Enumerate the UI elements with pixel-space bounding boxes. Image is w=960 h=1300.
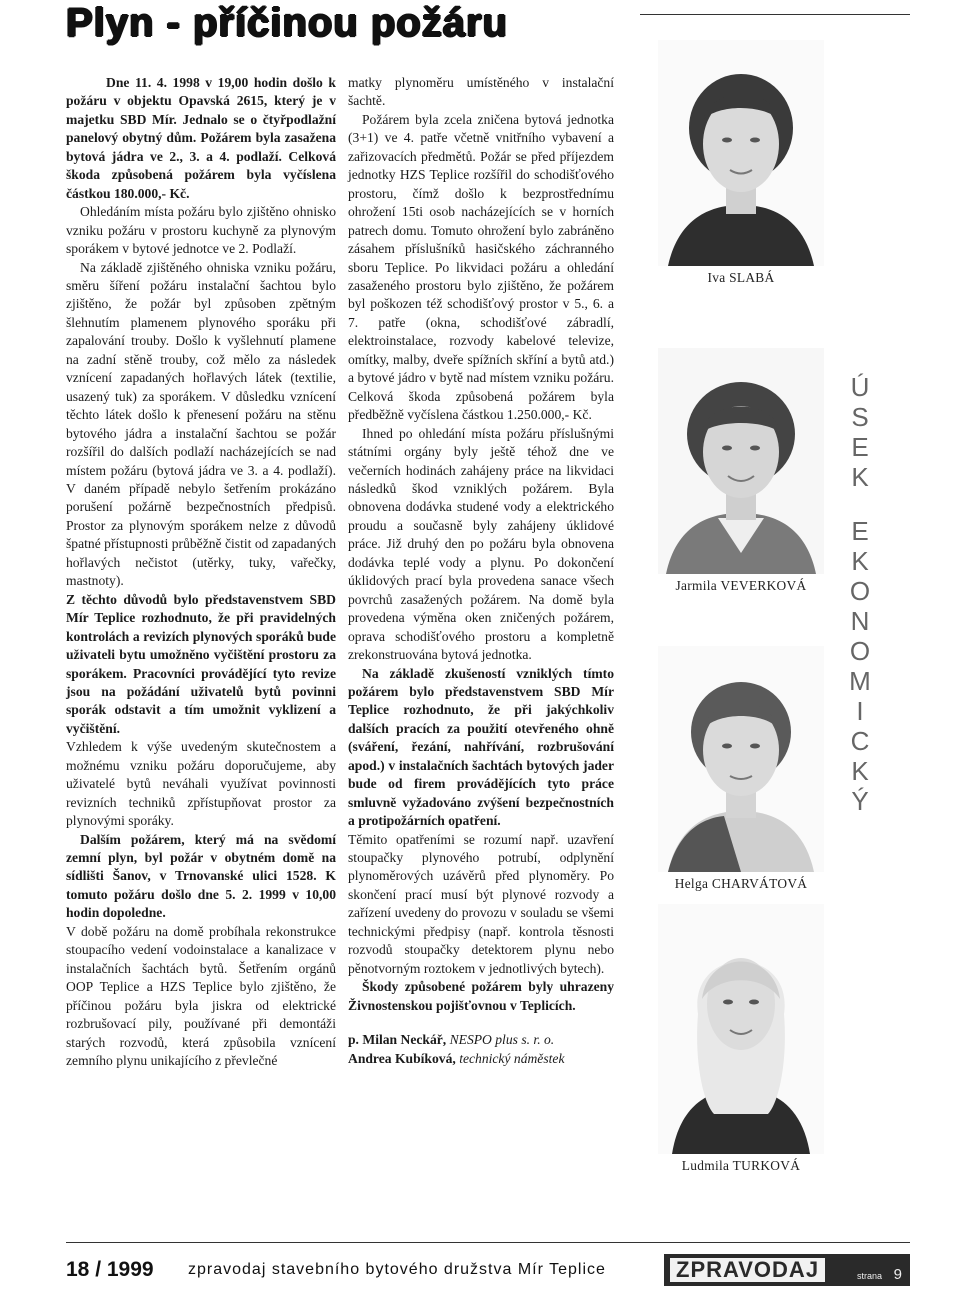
paragraph: Vzhledem k výše uvedeným skutečnostem a možnému vzniku požáru doporučujeme, aby uživatelé bytů neváhali využívat povinnosti revizních techniků zpřístupňovat prostor za plynovými sporáky. — [66, 739, 336, 829]
vertical-label-letter: K — [851, 546, 869, 576]
photo-caption: Ludmila TURKOVÁ — [681, 1158, 801, 1173]
paragraph: matky plynoměru umístěného v instalační šachtě. — [348, 75, 614, 109]
portrait-image — [658, 348, 824, 574]
vertical-label-letter: K — [851, 462, 869, 492]
paragraph: Ohledáním místa požáru bylo zjištěno ohnisko vzniku požáru v prostoru kuchyně za plynovým sporákem v bytové jednotce ve 2. Podlaží. — [66, 204, 336, 257]
page-label: strana — [856, 1271, 882, 1281]
staff-photo-card — [640, 904, 842, 1174]
vertical-label-letter: Ý — [851, 786, 869, 816]
publication-name: zpravodaj stavebního bytového družstva Mír Teplice — [188, 1261, 606, 1278]
signature-role: NESPO plus s. r. o. — [449, 1032, 555, 1048]
paragraph — [348, 665, 614, 831]
vertical-label-letter: O — [849, 636, 871, 666]
vertical-label-letter: K — [851, 756, 869, 786]
article-column-1 — [66, 74, 336, 1070]
article-column-2 — [348, 74, 614, 1068]
paragraph — [66, 831, 336, 923]
portrait-photo — [658, 646, 824, 872]
vertical-label-letter: N — [850, 606, 870, 636]
signature-2 — [348, 1050, 614, 1068]
vertical-label-letter: I — [856, 696, 864, 726]
vertical-label-letter: M — [849, 666, 871, 696]
zpravodaj-logo — [664, 1254, 910, 1286]
paragraph: V době požáru na domě probíhala rekonstrukce stoupacího vedení vodoinstalace a kanalizace v instalačních šachtách bytů. Šetřením orgánů OOP Teplice a HZS Teplice bylo zjištěno, že příčinou požáru byla jiskra od elektrické rozbrušovací pily, používané při demontáži starých rozvodů, která způsobila vznícení zemního plynu unikajícího z převlečné — [66, 923, 336, 1069]
portrait-photo — [658, 348, 824, 574]
paragraph: Požárem byla zcela zničena bytová jednotka (3+1) ve 4. patře včetně vnitřního vybavení a zařizovacích předmětů. Požár se před příjezdem jednotky HZS Teplice rozšířil do schodišťového prostoru, čímž došlo k bezprostřednímu ohrožení 15ti osob nacházejících se v horních patrech domu. Tomuto ohrožení bylo zabráněno zásahem příslušníků hasičského záchranného sboru Teplice. Po likvidaci požáru a ohledání zasaženého prostoru bylo zjištěno, že požárem byl poškozen též schodišťový prostor v 5., 6. a 7. patře (okna, schodišťové zábradlí, elektroinstalace, rozvody kabelové televize, omítky, malby, dveře spížních skříní a bytů atd.) a bytové jádro v bytě nad místem vzniku požáru. Celková škoda způsobená požárem byla předběžně vyčíslena částkou 1.250.000,- Kč. — [348, 111, 614, 423]
staff-photo-card — [640, 40, 842, 286]
paragraph — [348, 978, 614, 1015]
signature-1 — [348, 1031, 614, 1049]
vertical-label-letter: S — [851, 402, 869, 432]
issue-number: 18 / 1999 — [66, 1258, 154, 1281]
photo-caption: Iva SLABÁ — [707, 270, 775, 285]
photo-caption: Jarmila VEVERKOVÁ — [675, 578, 807, 593]
portrait-image — [658, 904, 824, 1154]
paragraph — [66, 74, 336, 203]
paragraph: Na základě zjištěného ohniska vzniku požáru, směru šíření požáru instalační šachtou bylo zjištěno, že požár byl způsoben zpětným šlehnutím plamenem plynového sporáku při zapalování trouby. Došlo k vyšlehnutí plamene na zadní stěně trouby, což mělo za následek vznícení zapadaných hořlavých látek (textilie, usazený tuk) za sporákem. V důsledku vznícení těchto látek došlo k přenesení požáru na stěnu bytového jádra a instalační šachtou se požár rozšířil do dalších podlaží nacházejících se nad místem požáru (bytová jádra ve 3. a 4. podlaží). V daném případě nebylo šetřením prokázáno porušení požárně bezpečnostních předpisů. Prostor za plynovým sporákem nelze z důvodů špatné přístupnosti průběžně čistit od zapadaných hořlavých nečistot (utěrky, tuky, vařečky, mastnoty). — [66, 259, 336, 589]
bold-text: Dalším požárem, který má na svědomí zemní plyn, byl požár v obytném domě na sídlišti Šanov, v Trnovanské ulici 1528. K tomuto požáru došlo dne 5. 2. 1999 v 10,00 hodin dopoledne. — [66, 831, 336, 921]
bold-text: Na základě zkušeností vzniklých tímto požárem bylo představenstvem SBD Mír Teplice rozhodnuto, že při jakýchkoliv dalších pracích za použití otevřeného ohně (sváření, řezání, nahřívání, rozbrušování apod.) v instalačních šachtách bytových jader bude od firem provádějících tyto práce smluvně vyžadováno zvýšení bezpečnostních a protipožárních opatření. — [348, 665, 614, 829]
bold-text: Škody způsobené požárem byly uhrazeny Živnostenskou pojišťovnou v Teplicích. — [348, 979, 614, 1013]
vertical-label-letter: Ú — [850, 372, 870, 402]
bottom-rule — [66, 1242, 910, 1243]
paragraph: Ihned po ohledání místa požáru příslušnými státními orgány byly ještě téhož dne ve večerních hodinách zahájeny práce na likvidaci následků škod vzniklých požárem. Byla obnovena dodávka studené vody a elektrického proudu a současně byly zahájeny úklidové práce. Již druhý den po požáru byla obnovena dodávka teplé vody a plynu. Po dokončení úklidových prací byla provedena sanace všech povrchů zasažených požárem. Na domě byla provedena výměna oken zničených požárem, oprava schodišťového prostoru a kompletně zrekonstruována bytová jednotka. — [348, 425, 614, 663]
portrait-image — [658, 646, 824, 872]
page-number: 9 — [893, 1266, 902, 1283]
logo-text: ZPRAVODAJ — [670, 1258, 825, 1282]
staff-photo-card — [640, 348, 842, 594]
top-rule — [640, 14, 910, 15]
vertical-section-label — [840, 372, 880, 816]
vertical-label-letter: O — [849, 576, 871, 606]
photo-caption: Helga CHARVÁTOVÁ — [674, 876, 808, 891]
vertical-label-letter: C — [850, 726, 870, 756]
portrait-photo — [658, 904, 824, 1154]
signature-name: p. Milan Neckář, — [348, 1032, 447, 1048]
signature-role: technický náměstek — [459, 1050, 565, 1066]
paragraph: Těmito opatřeními se rozumí např. uzavření stoupačky plynového potrubí, odplynění plynoměrových uzávěrů před plynoměry. Po skončení prací musí být plynové rozvody a zařízení uvedeny do provozu v souladu se všemi technickými předpisy (např. kontrola těsnosti rozvodů stoupačky detektorem plynu nebo pěnotvorným roztokem v jednotlivých bytech). — [348, 831, 614, 976]
page-headline: Plyn - příčinou požáru — [66, 1, 509, 45]
vertical-label-letter — [840, 492, 880, 516]
portrait-photo — [658, 40, 824, 266]
signature-name: Andrea Kubíková, — [348, 1050, 456, 1066]
vertical-label-letter: E — [851, 516, 869, 546]
portrait-image — [658, 40, 824, 266]
staff-photo-card — [640, 646, 842, 892]
bold-text: Dne 11. 4. 1998 v 19,00 hodin došlo k požáru v objektu Opavská 2615, který je v majetku SBD Mír. Jednalo se o čtyřpodlažní panelový obytný dům. Požárem byla zasažena bytová jádra ve 2., 3. a 4. podlaží. Celková škoda způsobená požárem byla vyčíslena částkou 180.000,- Kč. — [66, 75, 336, 201]
paragraph — [66, 591, 336, 739]
vertical-label-letter: E — [851, 432, 869, 462]
bold-text: Z těchto důvodů bylo představenstvem SBD Mír Teplice rozhodnuto, že při pravidelných kontrolách a revizích plynových sporáků bude uživateli bytu umožněno vyčištění prostoru za sporákem. Pracovníci provádějící tyto revize jsou na požádání uživatelů bytů povinni sporák odstavit a tím umožnit vyklizení a vyčištění. — [66, 591, 336, 736]
